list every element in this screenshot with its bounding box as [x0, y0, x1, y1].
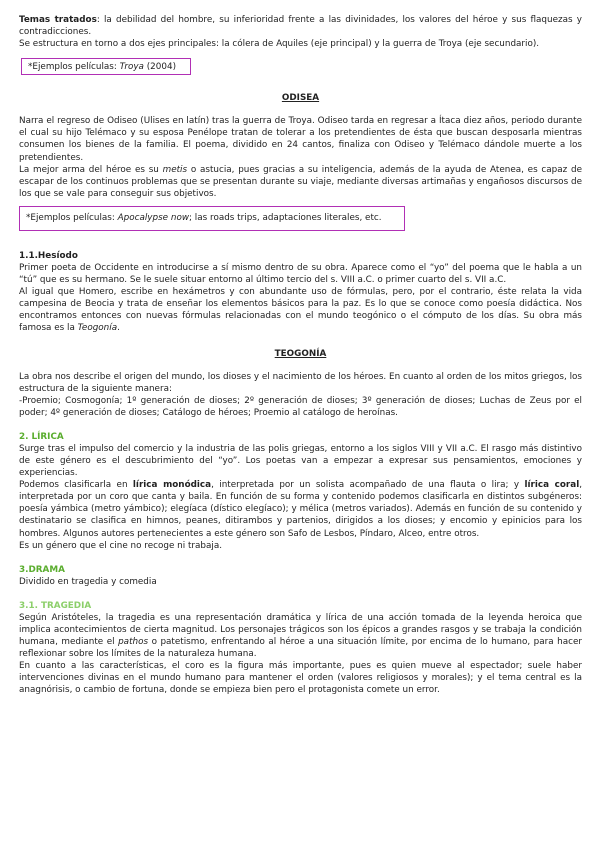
lirica-paragraph-2: Podemos clasificarla en lírica monódica, interpretada por un solista acompañado de una flauta o lira; y lírica coral, interpretada por un coro que canta y baila. En función de su forma y contenido podemos clasificarla en distintos subgéneros: poesía yámbica (metro yámbico); elegíaca (dístico elegíaco); y mélica (metros variados). Además en función de su contenido y destinatario se clasifica en himnos, peanes, ditirambos y partenios, dirigidos a los dioses; y encomio y epinicios para los hombres. Algunos autores pertenecientes a este género son Safo de Lesbos, Píndaro, Alceo, entre otros.	[19, 480, 583, 539]
iliada-film-example-box: *Ejemplos películas: Troya (2004)	[21, 58, 191, 75]
temas-paragraph: Temas tratados: la debilidad del hombre, su inferioridad frente a las divinidades, los valores del héroe y sus flaquezas y contradicciones.	[19, 15, 582, 38]
hesiodo-paragraph-2: Al igual que Homero, escribe en hexámetros y con abundante uso de fórmulas, pero, por el contrario, éste relata la vida campesina de Beocia y trata de enseñar los elementos básicos para la paz. Es lo que se conoce como poesía didáctica. Nos encontramos entonces con nuevas fórmulas relacionadas con el mundo teogónico o el cómputo de los días. Su obra más famosa es la Teogonía.	[19, 287, 582, 334]
lirica-paragraph-1: Surge tras el impulso del comercio y la industria de las polis griegas, entorno a los siglos VIII y VII a.C. El rasgo más distintivo de este género es el descubrimiento del “yo”. Los poetas van a empezar a expresar sus pensamientos, emociones y experiencias.	[19, 443, 582, 479]
tragedia-paragraph-1: Según Aristóteles, la tragedia es una representación dramática y lírica de una acción tomada de la leyenda heroica que implica acontecimientos de cierta magnitud. Los personajes trágicos son los épicos a grandes rasgos y se trabaja la condición humana, mediante el pathos o patetismo, enfrentando al héroe a una situación límite, por encima de lo humano, para hacer reflexionar sobre los límites de la naturaleza humana.	[19, 612, 582, 660]
temas-label: Temas tratados	[19, 15, 97, 25]
teogonia-heading: TEOGONÍA	[274, 348, 327, 359]
odisea-paragraph-2: La mejor arma del héroe es su metis o astucia, pues gracias a su inteligencia, además de la ayuda de Atenea, es capaz de escapar de los continuos problemas que se presentan durante su viaje, mediante diversas artimañas y engañosos discursos de los que se vale para conseguir sus objetivos.	[19, 164, 583, 199]
tragedia-heading: 3.1. TRAGEDIA	[19, 600, 92, 611]
hesiodo-paragraph-1: Primer poeta de Occidente en introducirse a sí mismo dentro de su obra. Aparece como el “yo” del poema que le habla a un “tú” que es su hermano. Se le suele situar entorno al último tercio del s. VIII a.C. o primer cuarto del s. VII a.C.	[19, 262, 582, 286]
teogonia-paragraph-2: -Proemio; Cosmogonía; 1º generación de dioses; 2º generación de dioses; 3º generación de dioses; Luchas de Zeus por el poder; 4º generación de dioses; Catálogo de héroes; Proemio al catálogo de heroínas.	[19, 395, 582, 418]
teogonia-paragraph-1: La obra nos describe el origen del mundo, los dioses y el nacimiento de los héroes. En cuanto al orden de los mitos griegos, los estructura de la siguiente manera:	[19, 371, 582, 394]
lirica-heading: 2. LÍRICA	[19, 431, 64, 442]
odisea-heading: ODISEA	[281, 93, 320, 104]
lirica-paragraph-3: Es un género que el cine no recoge ni trabaja.	[19, 540, 223, 551]
drama-heading: 3.DRAMA	[19, 564, 65, 575]
drama-paragraph: Dividido en tragedia y comedia	[19, 576, 157, 587]
odisea-film-example-box: *Ejemplos películas: Apocalypse now; las roads trips, adaptaciones literales, etc.	[19, 206, 405, 231]
tragedia-paragraph-2: En cuanto a las características, el coro es la figura más importante, pues es quien mueve al espectador; suele haber intervenciones divinas en el mundo humano para mantener el orden (valores religiosos y morales); y el tema central es la anagnórisis, o cambio de fortuna, donde se empieza bien pero el protagonista comete un error.	[19, 661, 582, 696]
odisea-paragraph-1: Narra el regreso de Odiseo (Ulises en latín) tras la guerra de Troya. Odiseo tarda en regresar a Ítaca diez años, periodo durante el cual su hijo Telémaco y su esposa Penélope tratan de tolerar a los pretendientes de ésta que buscan desposarla mientras consumen los bienes de la familia. El poema, dividido en 24 cantos, finaliza con Odiseo y Telémaco dándole muerte a los pretendientes.	[19, 116, 582, 163]
document-page	[19, 14, 582, 696]
estructura-paragraph: Se estructura en torno a dos ejes principales: la cólera de Aquiles (eje principal) y la guerra de Troya (eje secundario).	[19, 39, 540, 50]
hesiodo-heading: 1.1.Hesíodo	[19, 250, 78, 261]
